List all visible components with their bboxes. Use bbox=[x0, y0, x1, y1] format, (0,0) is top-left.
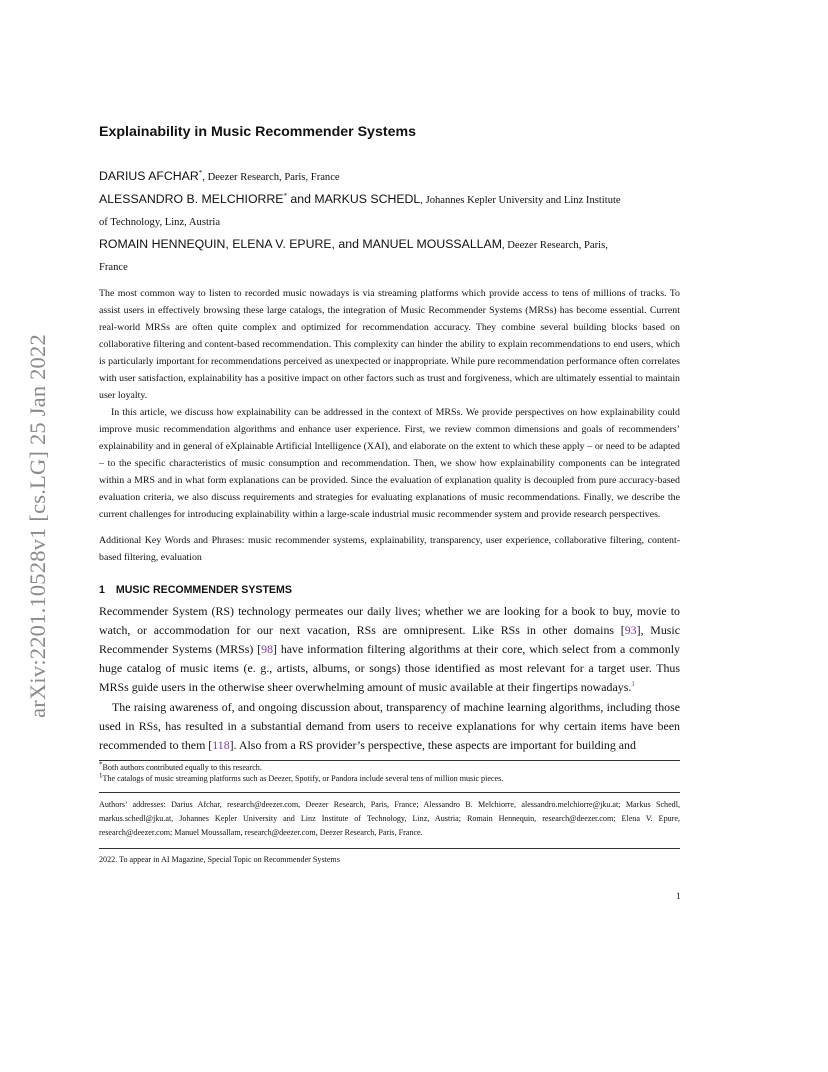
text-run: The raising awareness of, and ongoing discussion about, transparency of machine learning algorithms, including those used in RSs, has resulted in a substantial demand from users to receive explanations for why certain items have been recommended to them [ bbox=[99, 699, 680, 752]
author-name: MARKUS SCHEDL bbox=[314, 191, 421, 206]
text-run: ]. Also from a RS provider’s perspective, these aspects are important for building and bbox=[229, 737, 636, 752]
footnote-equal-contribution bbox=[99, 760, 680, 774]
citation-link[interactable]: 98 bbox=[261, 641, 274, 656]
page-number: 1 bbox=[676, 892, 681, 902]
author-names: ROMAIN HENNEQUIN, ELENA V. EPURE, and MANUEL MOUSSALLAM bbox=[99, 236, 502, 251]
author-line-2 bbox=[99, 189, 680, 212]
equal-contribution-mark: * bbox=[198, 168, 203, 177]
abstract bbox=[99, 285, 680, 523]
section-title: MUSIC RECOMMENDER SYSTEMS bbox=[115, 583, 292, 596]
author-line-4 bbox=[99, 234, 680, 257]
author-affiliation: , Johannes Kepler University and Linz Institute bbox=[420, 194, 621, 206]
author-name: ALESSANDRO B. MELCHIORRE bbox=[99, 191, 284, 206]
abstract-paragraph-2: In this article, we discuss how explainability can be addressed in the context of MRSs. We provide perspectives on how explainability could improve music recommendation algorithms and enhance user experience. First, we review common dimensions and goals of recommenders’ explainability and in general of eXplainable Artificial Intelligence (XAI), and elaborate on the extent to which these apply – or need to be adapted – to the specific characteristics of music consumption and recommendation. Then, we show how explainability components can be integrated within a MRS and in what form explanations can be provided. Since the evaluation of explanation quality is decoupled from pure accuracy-based evaluation criteria, we also discuss requirements and strategies for evaluating explanations of music recommendations. Finally, we describe the current challenges for introducing explainability within a large-scale industrial music recommender system and provide research perspectives. bbox=[99, 406, 680, 520]
text-run: Recommender System (RS) technology permeates our daily lives; whether we are looking for a book to buy, movie to watch, or accommodation for our next vacation, RSs are omnipresent. Like RSs in other domains [ bbox=[99, 603, 680, 637]
author-conjunction: and bbox=[287, 191, 315, 206]
footnote-1 bbox=[99, 771, 680, 785]
author-addresses: Authors’ addresses: Darius Afchar, research@deezer.com, Deezer Research, Paris, France; Alessandro B. Melchiorre, alessandro.melchiorre@jku.at; Markus Schedl, markus.schedl@jku.at, Johannes Kepler University and Linz Institute of Technology, Linz, Austria; Romain Hennequin, research@deezer.com; Elena V. Epure, research@deezer.com; Manuel Moussallam, research@deezer.com, Deezer Research, Paris, France. bbox=[99, 792, 680, 840]
publication-note: 2022. To appear in AI Magazine, Special Topic on Recommender Systems bbox=[99, 848, 680, 866]
keywords: Additional Key Words and Phrases: music recommender systems, explainability, transparency, user experience, collaborative filtering, content-based filtering, evaluation bbox=[99, 534, 680, 563]
author-name: DARIUS AFCHAR bbox=[99, 169, 199, 183]
section-number: 1 bbox=[99, 583, 105, 596]
author-line-1 bbox=[99, 166, 680, 189]
footnotes bbox=[99, 760, 680, 785]
text-run: ], Music Recommender Systems (MRSs) [ bbox=[99, 622, 680, 656]
author-line-3 bbox=[99, 211, 680, 234]
footnote-text: The catalogs of music streaming platforms such as Deezer, Spotify, or Pandora include several tens of million music pieces. bbox=[102, 773, 504, 783]
author-block bbox=[99, 166, 680, 279]
footnote-link[interactable]: 1 bbox=[631, 680, 635, 689]
body-text bbox=[99, 602, 680, 756]
equal-contribution-mark: * bbox=[283, 191, 287, 200]
body-paragraph-1 bbox=[99, 602, 680, 698]
author-line-5 bbox=[99, 256, 680, 279]
footnote-text: Both authors contributed equally to this research. bbox=[102, 763, 262, 773]
citation-link[interactable]: 93 bbox=[624, 622, 637, 637]
page-content bbox=[99, 124, 680, 866]
footnote-mark: * bbox=[99, 760, 103, 769]
author-affiliation: , Deezer Research, Paris, bbox=[501, 239, 608, 251]
text-run: ] have information filtering algorithms at their core, which select from a commonly huge catalog of music items (e. g., artists, albums, or songs) those identified as most relevant for a target user. Thus MRSs guide users in the otherwise sheer overwhelming amount of music available at their fingertips nowadays. bbox=[99, 641, 680, 695]
author-affiliation: France bbox=[99, 262, 128, 273]
abstract-paragraph-1: The most common way to listen to recorded music nowadays is via streaming platforms which provide access to tens of millions of tracks. To assist users in effectively browsing these large catalogs, the integration of Music Recommender Systems (MRSs) has become essential. Current real-world MRSs are often quite complex and optimized for recommendation accuracy. They combine several building blocks based on collaborative filtering and content-based recommendation. This complexity can hinder the ability to explain recommendations to end users, which is particularly important for recommendations perceived as unexpected or inappropriate. While pure recommendation performance often correlates with user satisfaction, explainability has a positive impact on other factors such as trust and forgiveness, which are ultimately essential to maintain user loyalty. bbox=[99, 287, 680, 401]
author-affiliation: , Deezer Research, Paris, France bbox=[202, 172, 340, 183]
footnote-mark: 1 bbox=[99, 771, 103, 780]
arxiv-identifier-stamp: arXiv:2201.10528v1 [cs.LG] 25 Jan 2022 bbox=[25, 334, 50, 718]
citation-link[interactable]: 118 bbox=[212, 737, 230, 752]
section-heading bbox=[99, 584, 680, 596]
author-affiliation: of Technology, Linz, Austria bbox=[99, 217, 221, 228]
paper-title: Explainability in Music Recommender Systems bbox=[99, 124, 416, 140]
body-paragraph-2 bbox=[99, 698, 680, 756]
